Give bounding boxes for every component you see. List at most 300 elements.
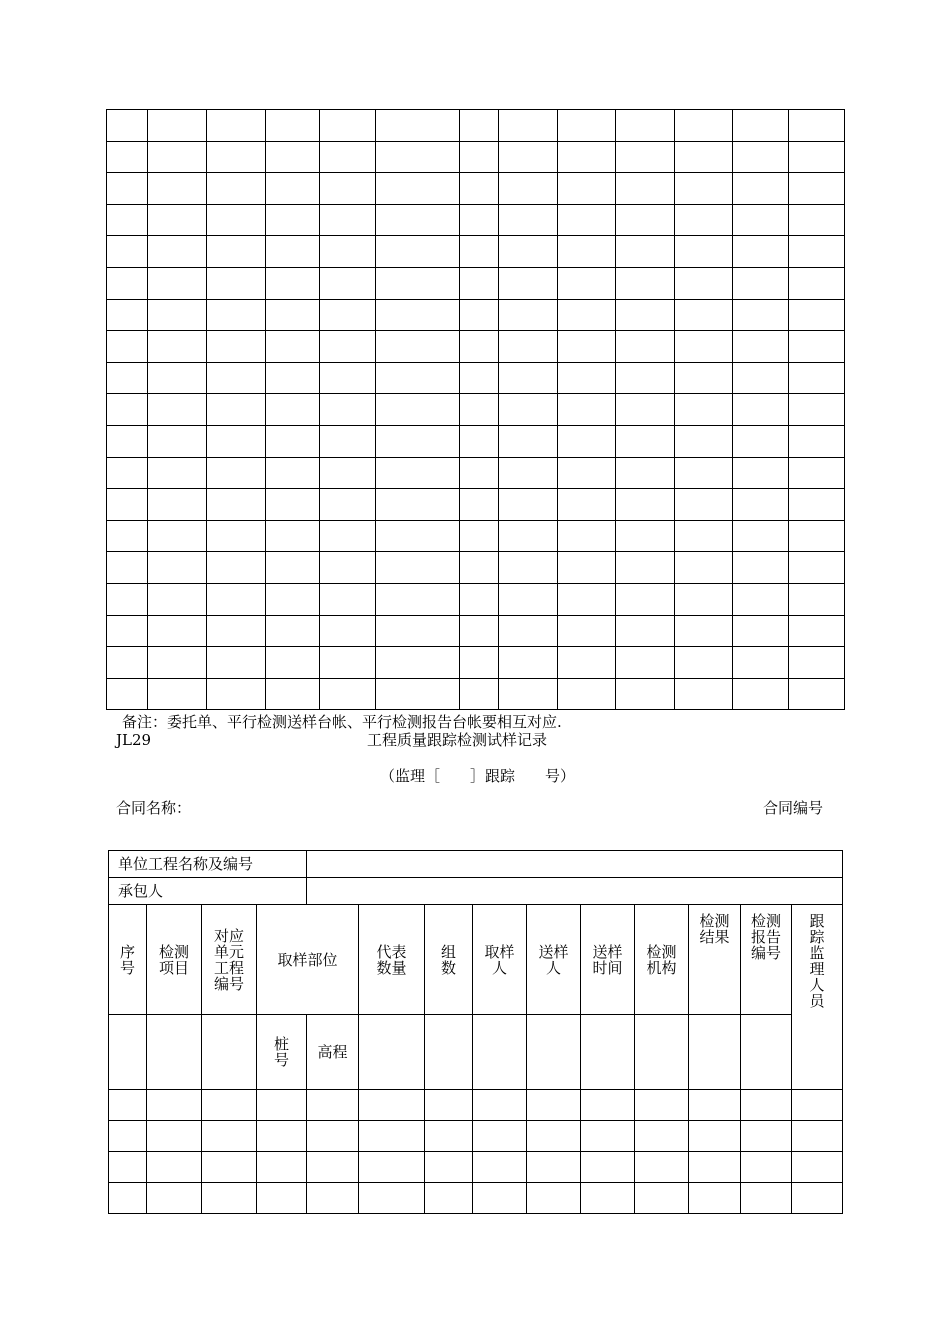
grid-cell[interactable] xyxy=(675,299,733,331)
grid-cell[interactable] xyxy=(616,520,675,552)
grid-cell[interactable] xyxy=(558,299,616,331)
grid-cell[interactable] xyxy=(148,110,207,142)
table-cell[interactable] xyxy=(473,1090,527,1121)
grid-cell[interactable] xyxy=(266,331,320,363)
grid-cell[interactable] xyxy=(733,331,789,363)
table-cell[interactable] xyxy=(307,1090,359,1121)
grid-cell[interactable] xyxy=(616,394,675,426)
grid-cell[interactable] xyxy=(107,615,148,647)
table-cell[interactable] xyxy=(425,1152,473,1183)
grid-cell[interactable] xyxy=(266,552,320,584)
table-cell[interactable] xyxy=(425,1090,473,1121)
grid-cell[interactable] xyxy=(460,173,499,205)
table-cell[interactable] xyxy=(307,1183,359,1214)
grid-cell[interactable] xyxy=(207,647,266,679)
grid-cell[interactable] xyxy=(207,425,266,457)
table-cell[interactable] xyxy=(425,1183,473,1214)
grid-cell[interactable] xyxy=(148,520,207,552)
table-cell[interactable] xyxy=(473,1121,527,1152)
grid-cell[interactable] xyxy=(499,299,558,331)
grid-cell[interactable] xyxy=(789,583,845,615)
grid-cell[interactable] xyxy=(733,362,789,394)
grid-cell[interactable] xyxy=(789,267,845,299)
grid-cell[interactable] xyxy=(148,583,207,615)
grid-cell[interactable] xyxy=(376,141,460,173)
grid-cell[interactable] xyxy=(320,425,376,457)
table-cell[interactable] xyxy=(741,1152,792,1183)
grid-cell[interactable] xyxy=(460,141,499,173)
grid-cell[interactable] xyxy=(107,678,148,710)
table-cell[interactable] xyxy=(202,1090,257,1121)
grid-cell[interactable] xyxy=(266,457,320,489)
grid-cell[interactable] xyxy=(733,394,789,426)
grid-cell[interactable] xyxy=(376,173,460,205)
table-cell[interactable] xyxy=(527,1152,581,1183)
grid-cell[interactable] xyxy=(616,425,675,457)
grid-cell[interactable] xyxy=(376,299,460,331)
table-cell[interactable] xyxy=(635,1183,689,1214)
grid-cell[interactable] xyxy=(320,615,376,647)
grid-cell[interactable] xyxy=(148,457,207,489)
grid-cell[interactable] xyxy=(148,647,207,679)
grid-cell[interactable] xyxy=(789,299,845,331)
grid-cell[interactable] xyxy=(675,425,733,457)
table-cell[interactable] xyxy=(581,1121,635,1152)
grid-cell[interactable] xyxy=(616,236,675,268)
grid-cell[interactable] xyxy=(148,267,207,299)
grid-cell[interactable] xyxy=(733,173,789,205)
grid-cell[interactable] xyxy=(460,678,499,710)
grid-cell[interactable] xyxy=(148,299,207,331)
grid-cell[interactable] xyxy=(675,678,733,710)
grid-cell[interactable] xyxy=(733,520,789,552)
grid-cell[interactable] xyxy=(499,173,558,205)
grid-cell[interactable] xyxy=(207,583,266,615)
grid-cell[interactable] xyxy=(107,647,148,679)
table-cell[interactable] xyxy=(202,1121,257,1152)
grid-cell[interactable] xyxy=(207,173,266,205)
table-cell[interactable] xyxy=(635,1090,689,1121)
table-cell[interactable] xyxy=(307,1121,359,1152)
grid-cell[interactable] xyxy=(499,331,558,363)
grid-cell[interactable] xyxy=(460,236,499,268)
grid-cell[interactable] xyxy=(675,520,733,552)
grid-cell[interactable] xyxy=(789,615,845,647)
table-cell[interactable] xyxy=(581,1183,635,1214)
grid-cell[interactable] xyxy=(148,425,207,457)
grid-cell[interactable] xyxy=(499,204,558,236)
grid-cell[interactable] xyxy=(207,615,266,647)
grid-cell[interactable] xyxy=(675,457,733,489)
grid-cell[interactable] xyxy=(616,615,675,647)
table-cell[interactable] xyxy=(689,1183,741,1214)
grid-cell[interactable] xyxy=(148,552,207,584)
grid-cell[interactable] xyxy=(733,141,789,173)
grid-cell[interactable] xyxy=(107,331,148,363)
grid-cell[interactable] xyxy=(558,204,616,236)
grid-cell[interactable] xyxy=(107,173,148,205)
grid-cell[interactable] xyxy=(148,489,207,521)
grid-cell[interactable] xyxy=(460,362,499,394)
grid-cell[interactable] xyxy=(376,236,460,268)
table-cell[interactable] xyxy=(527,1090,581,1121)
grid-cell[interactable] xyxy=(320,647,376,679)
grid-cell[interactable] xyxy=(789,173,845,205)
grid-cell[interactable] xyxy=(266,520,320,552)
grid-cell[interactable] xyxy=(460,204,499,236)
table-cell[interactable] xyxy=(741,1183,792,1214)
grid-cell[interactable] xyxy=(376,457,460,489)
grid-cell[interactable] xyxy=(148,615,207,647)
grid-cell[interactable] xyxy=(107,141,148,173)
grid-cell[interactable] xyxy=(789,394,845,426)
grid-cell[interactable] xyxy=(460,520,499,552)
grid-cell[interactable] xyxy=(789,362,845,394)
grid-cell[interactable] xyxy=(376,583,460,615)
grid-cell[interactable] xyxy=(675,110,733,142)
grid-cell[interactable] xyxy=(558,394,616,426)
table-cell[interactable] xyxy=(792,1183,843,1214)
grid-cell[interactable] xyxy=(376,331,460,363)
grid-cell[interactable] xyxy=(266,362,320,394)
grid-cell[interactable] xyxy=(320,457,376,489)
table-cell[interactable] xyxy=(257,1152,307,1183)
grid-cell[interactable] xyxy=(376,362,460,394)
grid-cell[interactable] xyxy=(266,394,320,426)
grid-cell[interactable] xyxy=(558,552,616,584)
grid-cell[interactable] xyxy=(320,362,376,394)
grid-cell[interactable] xyxy=(499,110,558,142)
grid-cell[interactable] xyxy=(320,141,376,173)
grid-cell[interactable] xyxy=(733,489,789,521)
grid-cell[interactable] xyxy=(789,141,845,173)
grid-cell[interactable] xyxy=(320,394,376,426)
grid-cell[interactable] xyxy=(320,552,376,584)
grid-cell[interactable] xyxy=(616,267,675,299)
contractor-value[interactable] xyxy=(307,878,843,905)
grid-cell[interactable] xyxy=(789,110,845,142)
table-cell[interactable] xyxy=(147,1183,202,1214)
grid-cell[interactable] xyxy=(558,678,616,710)
table-cell[interactable] xyxy=(202,1152,257,1183)
grid-cell[interactable] xyxy=(733,236,789,268)
grid-cell[interactable] xyxy=(616,299,675,331)
grid-cell[interactable] xyxy=(616,110,675,142)
grid-cell[interactable] xyxy=(789,520,845,552)
grid-cell[interactable] xyxy=(558,267,616,299)
table-cell[interactable] xyxy=(359,1152,425,1183)
table-cell[interactable] xyxy=(109,1183,147,1214)
grid-cell[interactable] xyxy=(616,362,675,394)
grid-cell[interactable] xyxy=(107,552,148,584)
grid-cell[interactable] xyxy=(207,141,266,173)
grid-cell[interactable] xyxy=(376,204,460,236)
grid-cell[interactable] xyxy=(675,267,733,299)
grid-cell[interactable] xyxy=(616,141,675,173)
grid-cell[interactable] xyxy=(266,425,320,457)
grid-cell[interactable] xyxy=(558,615,616,647)
grid-cell[interactable] xyxy=(733,425,789,457)
grid-cell[interactable] xyxy=(207,204,266,236)
grid-cell[interactable] xyxy=(207,394,266,426)
grid-cell[interactable] xyxy=(320,583,376,615)
grid-cell[interactable] xyxy=(376,425,460,457)
grid-cell[interactable] xyxy=(207,331,266,363)
grid-cell[interactable] xyxy=(733,615,789,647)
table-cell[interactable] xyxy=(689,1152,741,1183)
table-cell[interactable] xyxy=(581,1090,635,1121)
grid-cell[interactable] xyxy=(207,552,266,584)
grid-cell[interactable] xyxy=(107,583,148,615)
grid-cell[interactable] xyxy=(558,331,616,363)
grid-cell[interactable] xyxy=(148,236,207,268)
grid-cell[interactable] xyxy=(789,489,845,521)
grid-cell[interactable] xyxy=(376,520,460,552)
grid-cell[interactable] xyxy=(616,204,675,236)
grid-cell[interactable] xyxy=(675,173,733,205)
grid-cell[interactable] xyxy=(789,204,845,236)
table-cell[interactable] xyxy=(109,1121,147,1152)
grid-cell[interactable] xyxy=(499,362,558,394)
grid-cell[interactable] xyxy=(107,425,148,457)
grid-cell[interactable] xyxy=(558,647,616,679)
grid-cell[interactable] xyxy=(266,615,320,647)
grid-cell[interactable] xyxy=(499,583,558,615)
grid-cell[interactable] xyxy=(320,489,376,521)
table-cell[interactable] xyxy=(425,1121,473,1152)
grid-cell[interactable] xyxy=(675,204,733,236)
grid-cell[interactable] xyxy=(558,141,616,173)
grid-cell[interactable] xyxy=(376,110,460,142)
table-cell[interactable] xyxy=(109,1090,147,1121)
grid-cell[interactable] xyxy=(733,647,789,679)
grid-cell[interactable] xyxy=(499,520,558,552)
unit-project-value[interactable] xyxy=(307,851,843,878)
grid-cell[interactable] xyxy=(616,552,675,584)
table-cell[interactable] xyxy=(359,1090,425,1121)
table-cell[interactable] xyxy=(689,1121,741,1152)
grid-cell[interactable] xyxy=(207,299,266,331)
table-cell[interactable] xyxy=(359,1121,425,1152)
grid-cell[interactable] xyxy=(499,489,558,521)
grid-cell[interactable] xyxy=(266,267,320,299)
table-cell[interactable] xyxy=(147,1090,202,1121)
table-cell[interactable] xyxy=(257,1090,307,1121)
grid-cell[interactable] xyxy=(266,678,320,710)
grid-cell[interactable] xyxy=(558,457,616,489)
grid-cell[interactable] xyxy=(499,457,558,489)
grid-cell[interactable] xyxy=(107,299,148,331)
grid-cell[interactable] xyxy=(789,236,845,268)
table-cell[interactable] xyxy=(473,1183,527,1214)
grid-cell[interactable] xyxy=(320,236,376,268)
grid-cell[interactable] xyxy=(460,457,499,489)
grid-cell[interactable] xyxy=(616,583,675,615)
grid-cell[interactable] xyxy=(558,110,616,142)
grid-cell[interactable] xyxy=(789,552,845,584)
table-cell[interactable] xyxy=(581,1152,635,1183)
table-cell[interactable] xyxy=(257,1183,307,1214)
grid-cell[interactable] xyxy=(789,678,845,710)
grid-cell[interactable] xyxy=(107,204,148,236)
grid-cell[interactable] xyxy=(320,520,376,552)
grid-cell[interactable] xyxy=(675,583,733,615)
grid-cell[interactable] xyxy=(733,204,789,236)
grid-cell[interactable] xyxy=(675,331,733,363)
table-cell[interactable] xyxy=(792,1121,843,1152)
grid-cell[interactable] xyxy=(376,647,460,679)
table-cell[interactable] xyxy=(689,1090,741,1121)
grid-cell[interactable] xyxy=(148,173,207,205)
grid-cell[interactable] xyxy=(148,331,207,363)
grid-cell[interactable] xyxy=(266,236,320,268)
grid-cell[interactable] xyxy=(733,457,789,489)
grid-cell[interactable] xyxy=(107,520,148,552)
grid-cell[interactable] xyxy=(733,583,789,615)
grid-cell[interactable] xyxy=(499,647,558,679)
grid-cell[interactable] xyxy=(460,331,499,363)
grid-cell[interactable] xyxy=(733,267,789,299)
grid-cell[interactable] xyxy=(107,267,148,299)
grid-cell[interactable] xyxy=(733,299,789,331)
grid-cell[interactable] xyxy=(460,267,499,299)
grid-cell[interactable] xyxy=(460,647,499,679)
grid-cell[interactable] xyxy=(266,204,320,236)
grid-cell[interactable] xyxy=(675,362,733,394)
grid-cell[interactable] xyxy=(499,141,558,173)
grid-cell[interactable] xyxy=(376,615,460,647)
table-cell[interactable] xyxy=(741,1121,792,1152)
grid-cell[interactable] xyxy=(376,489,460,521)
grid-cell[interactable] xyxy=(148,394,207,426)
table-cell[interactable] xyxy=(635,1121,689,1152)
table-cell[interactable] xyxy=(473,1152,527,1183)
grid-cell[interactable] xyxy=(499,425,558,457)
grid-cell[interactable] xyxy=(376,552,460,584)
table-cell[interactable] xyxy=(527,1121,581,1152)
grid-cell[interactable] xyxy=(616,489,675,521)
grid-cell[interactable] xyxy=(320,331,376,363)
grid-cell[interactable] xyxy=(616,678,675,710)
grid-cell[interactable] xyxy=(320,299,376,331)
grid-cell[interactable] xyxy=(733,110,789,142)
grid-cell[interactable] xyxy=(558,173,616,205)
grid-cell[interactable] xyxy=(558,236,616,268)
grid-cell[interactable] xyxy=(499,394,558,426)
table-cell[interactable] xyxy=(202,1183,257,1214)
grid-cell[interactable] xyxy=(266,647,320,679)
grid-cell[interactable] xyxy=(499,267,558,299)
grid-cell[interactable] xyxy=(266,141,320,173)
grid-cell[interactable] xyxy=(266,583,320,615)
grid-cell[interactable] xyxy=(558,583,616,615)
grid-cell[interactable] xyxy=(148,141,207,173)
grid-cell[interactable] xyxy=(460,615,499,647)
grid-cell[interactable] xyxy=(499,236,558,268)
grid-cell[interactable] xyxy=(733,678,789,710)
grid-cell[interactable] xyxy=(148,362,207,394)
grid-cell[interactable] xyxy=(460,552,499,584)
grid-cell[interactable] xyxy=(376,678,460,710)
grid-cell[interactable] xyxy=(148,678,207,710)
grid-cell[interactable] xyxy=(558,425,616,457)
table-cell[interactable] xyxy=(792,1090,843,1121)
grid-cell[interactable] xyxy=(616,647,675,679)
grid-cell[interactable] xyxy=(107,457,148,489)
grid-cell[interactable] xyxy=(207,362,266,394)
grid-cell[interactable] xyxy=(558,520,616,552)
grid-cell[interactable] xyxy=(789,425,845,457)
grid-cell[interactable] xyxy=(148,204,207,236)
grid-cell[interactable] xyxy=(266,173,320,205)
grid-cell[interactable] xyxy=(675,552,733,584)
grid-cell[interactable] xyxy=(558,489,616,521)
grid-cell[interactable] xyxy=(107,362,148,394)
grid-cell[interactable] xyxy=(789,647,845,679)
grid-cell[interactable] xyxy=(320,678,376,710)
grid-cell[interactable] xyxy=(675,236,733,268)
table-cell[interactable] xyxy=(147,1152,202,1183)
grid-cell[interactable] xyxy=(675,141,733,173)
grid-cell[interactable] xyxy=(460,583,499,615)
grid-cell[interactable] xyxy=(266,110,320,142)
table-cell[interactable] xyxy=(741,1090,792,1121)
grid-cell[interactable] xyxy=(207,236,266,268)
table-cell[interactable] xyxy=(359,1183,425,1214)
grid-cell[interactable] xyxy=(107,489,148,521)
grid-cell[interactable] xyxy=(460,489,499,521)
table-cell[interactable] xyxy=(147,1121,202,1152)
grid-cell[interactable] xyxy=(207,489,266,521)
grid-cell[interactable] xyxy=(320,267,376,299)
grid-cell[interactable] xyxy=(675,647,733,679)
grid-cell[interactable] xyxy=(460,394,499,426)
grid-cell[interactable] xyxy=(675,394,733,426)
grid-cell[interactable] xyxy=(460,110,499,142)
grid-cell[interactable] xyxy=(107,110,148,142)
grid-cell[interactable] xyxy=(733,552,789,584)
grid-cell[interactable] xyxy=(320,204,376,236)
grid-cell[interactable] xyxy=(675,489,733,521)
table-cell[interactable] xyxy=(635,1152,689,1183)
grid-cell[interactable] xyxy=(107,236,148,268)
grid-cell[interactable] xyxy=(499,615,558,647)
grid-cell[interactable] xyxy=(207,520,266,552)
grid-cell[interactable] xyxy=(558,362,616,394)
grid-cell[interactable] xyxy=(207,267,266,299)
grid-cell[interactable] xyxy=(207,457,266,489)
grid-cell[interactable] xyxy=(675,615,733,647)
grid-cell[interactable] xyxy=(107,394,148,426)
grid-cell[interactable] xyxy=(499,552,558,584)
grid-cell[interactable] xyxy=(616,331,675,363)
grid-cell[interactable] xyxy=(789,457,845,489)
grid-cell[interactable] xyxy=(460,425,499,457)
grid-cell[interactable] xyxy=(207,678,266,710)
table-cell[interactable] xyxy=(527,1183,581,1214)
grid-cell[interactable] xyxy=(207,110,266,142)
grid-cell[interactable] xyxy=(499,678,558,710)
grid-cell[interactable] xyxy=(616,457,675,489)
grid-cell[interactable] xyxy=(789,331,845,363)
grid-cell[interactable] xyxy=(460,299,499,331)
grid-cell[interactable] xyxy=(266,299,320,331)
grid-cell[interactable] xyxy=(266,489,320,521)
table-cell[interactable] xyxy=(109,1152,147,1183)
table-cell[interactable] xyxy=(792,1152,843,1183)
grid-cell[interactable] xyxy=(320,110,376,142)
grid-cell[interactable] xyxy=(376,267,460,299)
